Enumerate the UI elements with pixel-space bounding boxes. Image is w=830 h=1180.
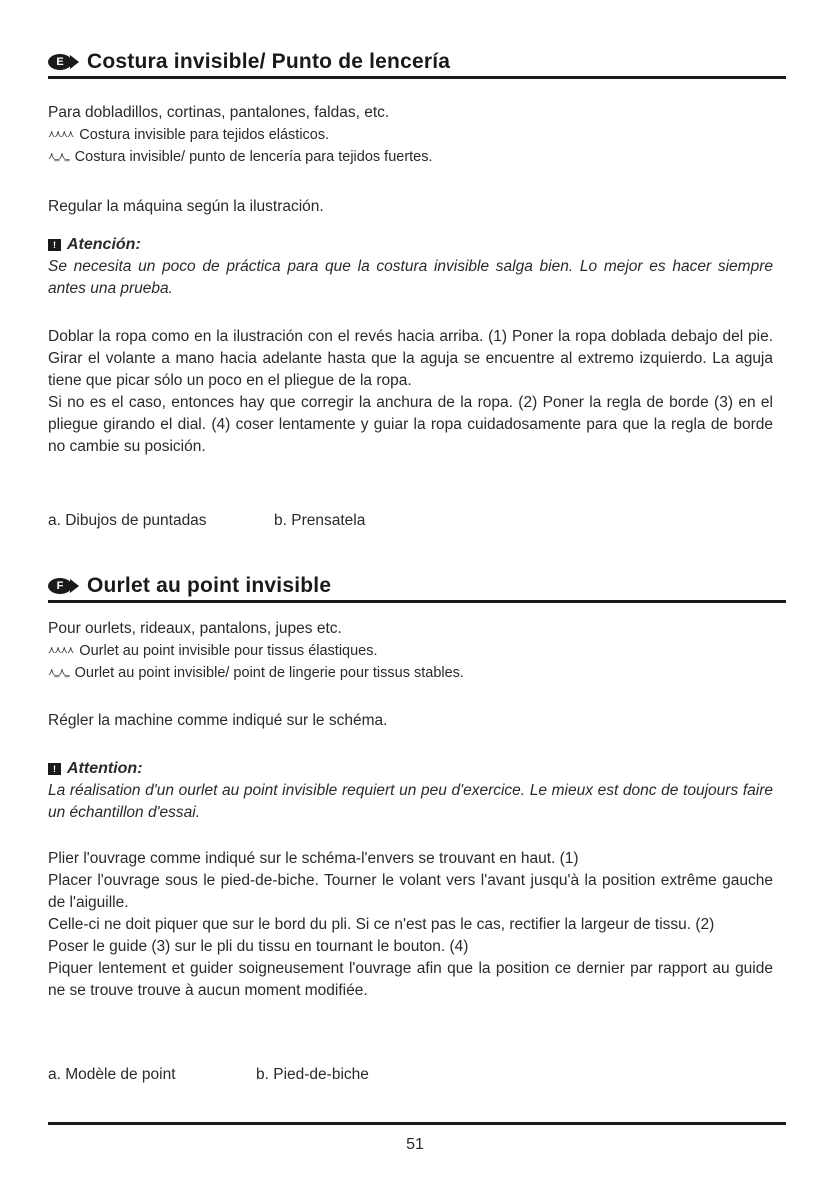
section-title-fr: Ourlet au point invisible — [87, 574, 332, 597]
instructions-para1-fr: Plier l'ouvrage comme indiqué sur le schéma-l'envers se trouvant en haut. (1) — [48, 850, 579, 867]
arrow-icon — [70, 579, 79, 593]
section-header-fr — [48, 574, 786, 603]
attention-title-es: Atención: — [67, 236, 141, 253]
legend-a-fr: a. Modèle de point — [48, 1066, 176, 1083]
attention-text-fr: La réalisation d'un ourlet au point invisible requiert un peu d'exercice. Le mieux est donc de toujours faire un échantillon d'essai. — [48, 782, 773, 821]
arrow-icon — [70, 55, 79, 69]
instructions-para1-es: Doblar la ropa como en la ilustración con el revés hacia arriba. (1) Poner la ropa doblada debajo del pie. Girar el volante a mano hacia adelante hasta que la aguja se encuentre al extremo izquierdo. La aguja tiene que picar sólo un poco en el pliegue de la ropa. — [48, 328, 773, 389]
regulate-fr — [48, 710, 773, 732]
stitch2-text-fr: Ourlet au point invisible/ point de lingerie pour tissus stables. — [74, 665, 464, 681]
elastic-blind-stitch-icon: ⋏⋏⋏⋏ — [48, 645, 74, 656]
instructions-para4-fr: Poser le guide (3) sur le pli du tissu en tournant le bouton. (4) — [48, 938, 469, 955]
section-title-es: Costura invisible/ Punto de lencería — [87, 50, 451, 73]
warning-icon: ! — [48, 763, 61, 775]
regulate-es — [48, 196, 773, 218]
stitch1-text-fr: Ourlet au point invisible pour tissus élastiques. — [79, 643, 378, 659]
intro-block-es — [48, 102, 773, 168]
instructions-para2-es: Si no es el caso, entonces hay que corregir la anchura de la ropa. (2) Poner la regla de borde (3) en el pliegue girando el dial. (4) coser lentamente y guiar la ropa cuidadosamente para que la regla de borde no cambie su posición. — [48, 394, 773, 455]
instructions-para3-fr: Celle-ci ne doit piquer que sur le bord du pli. Si ce n'est pas le cas, rectifier la largeur de tissu. (2) — [48, 916, 715, 933]
instructions-es — [48, 326, 773, 458]
blind-stitch-icon: ⋏‗⋏‗ — [48, 667, 69, 678]
blind-stitch-icon: ⋏‗⋏‗ — [48, 151, 69, 162]
attention-block-fr — [48, 758, 773, 824]
elastic-blind-stitch-icon: ⋏⋏⋏⋏ — [48, 129, 74, 140]
attention-text-es: Se necesita un poco de práctica para que la costura invisible salga bien. Lo mejor es hacer siempre antes una prueba. — [48, 258, 773, 297]
badge-letter-fr: F — [48, 578, 72, 594]
intro-block-fr — [48, 618, 773, 684]
language-badge-fr — [48, 578, 79, 594]
section-header-es — [48, 50, 786, 79]
attention-title-fr: Attention: — [67, 760, 143, 777]
attention-block-es — [48, 234, 773, 300]
intro-text-fr: Pour ourlets, rideaux, pantalons, jupes etc. — [48, 620, 342, 637]
legend-b-es: b. Prensatela — [274, 512, 366, 529]
regulate-text-fr: Régler la machine comme indiqué sur le schéma. — [48, 712, 388, 729]
footer-divider — [48, 1122, 786, 1125]
legend-es — [48, 510, 773, 532]
badge-letter-es: E — [48, 54, 72, 70]
intro-text-es: Para dobladillos, cortinas, pantalones, faldas, etc. — [48, 104, 390, 121]
warning-icon: ! — [48, 239, 61, 251]
page-number: 51 — [406, 1136, 424, 1153]
legend-b-fr: b. Pied-de-biche — [256, 1066, 369, 1083]
stitch2-text-es: Costura invisible/ punto de lencería para tejidos fuertes. — [74, 149, 433, 165]
stitch1-text-es: Costura invisible para tejidos elásticos. — [79, 127, 330, 143]
instructions-fr — [48, 848, 773, 1002]
attention-header-fr — [48, 758, 773, 780]
regulate-text-es: Regular la máquina según la ilustración. — [48, 198, 324, 215]
instructions-para2-fr: Placer l'ouvrage sous le pied-de-biche. Tourner le volant vers l'avant jusqu'à la position extrême gauche de l'aiguille. — [48, 872, 773, 911]
attention-header-es — [48, 234, 773, 256]
legend-fr — [48, 1064, 773, 1086]
language-badge-es — [48, 54, 79, 70]
instructions-para5-fr: Piquer lentement et guider soigneusement l'ouvrage afin que la position ce dernier par rapport au guide ne se trouve trouve à aucun moment modifiée. — [48, 960, 773, 999]
legend-a-es: a. Dibujos de puntadas — [48, 512, 207, 529]
